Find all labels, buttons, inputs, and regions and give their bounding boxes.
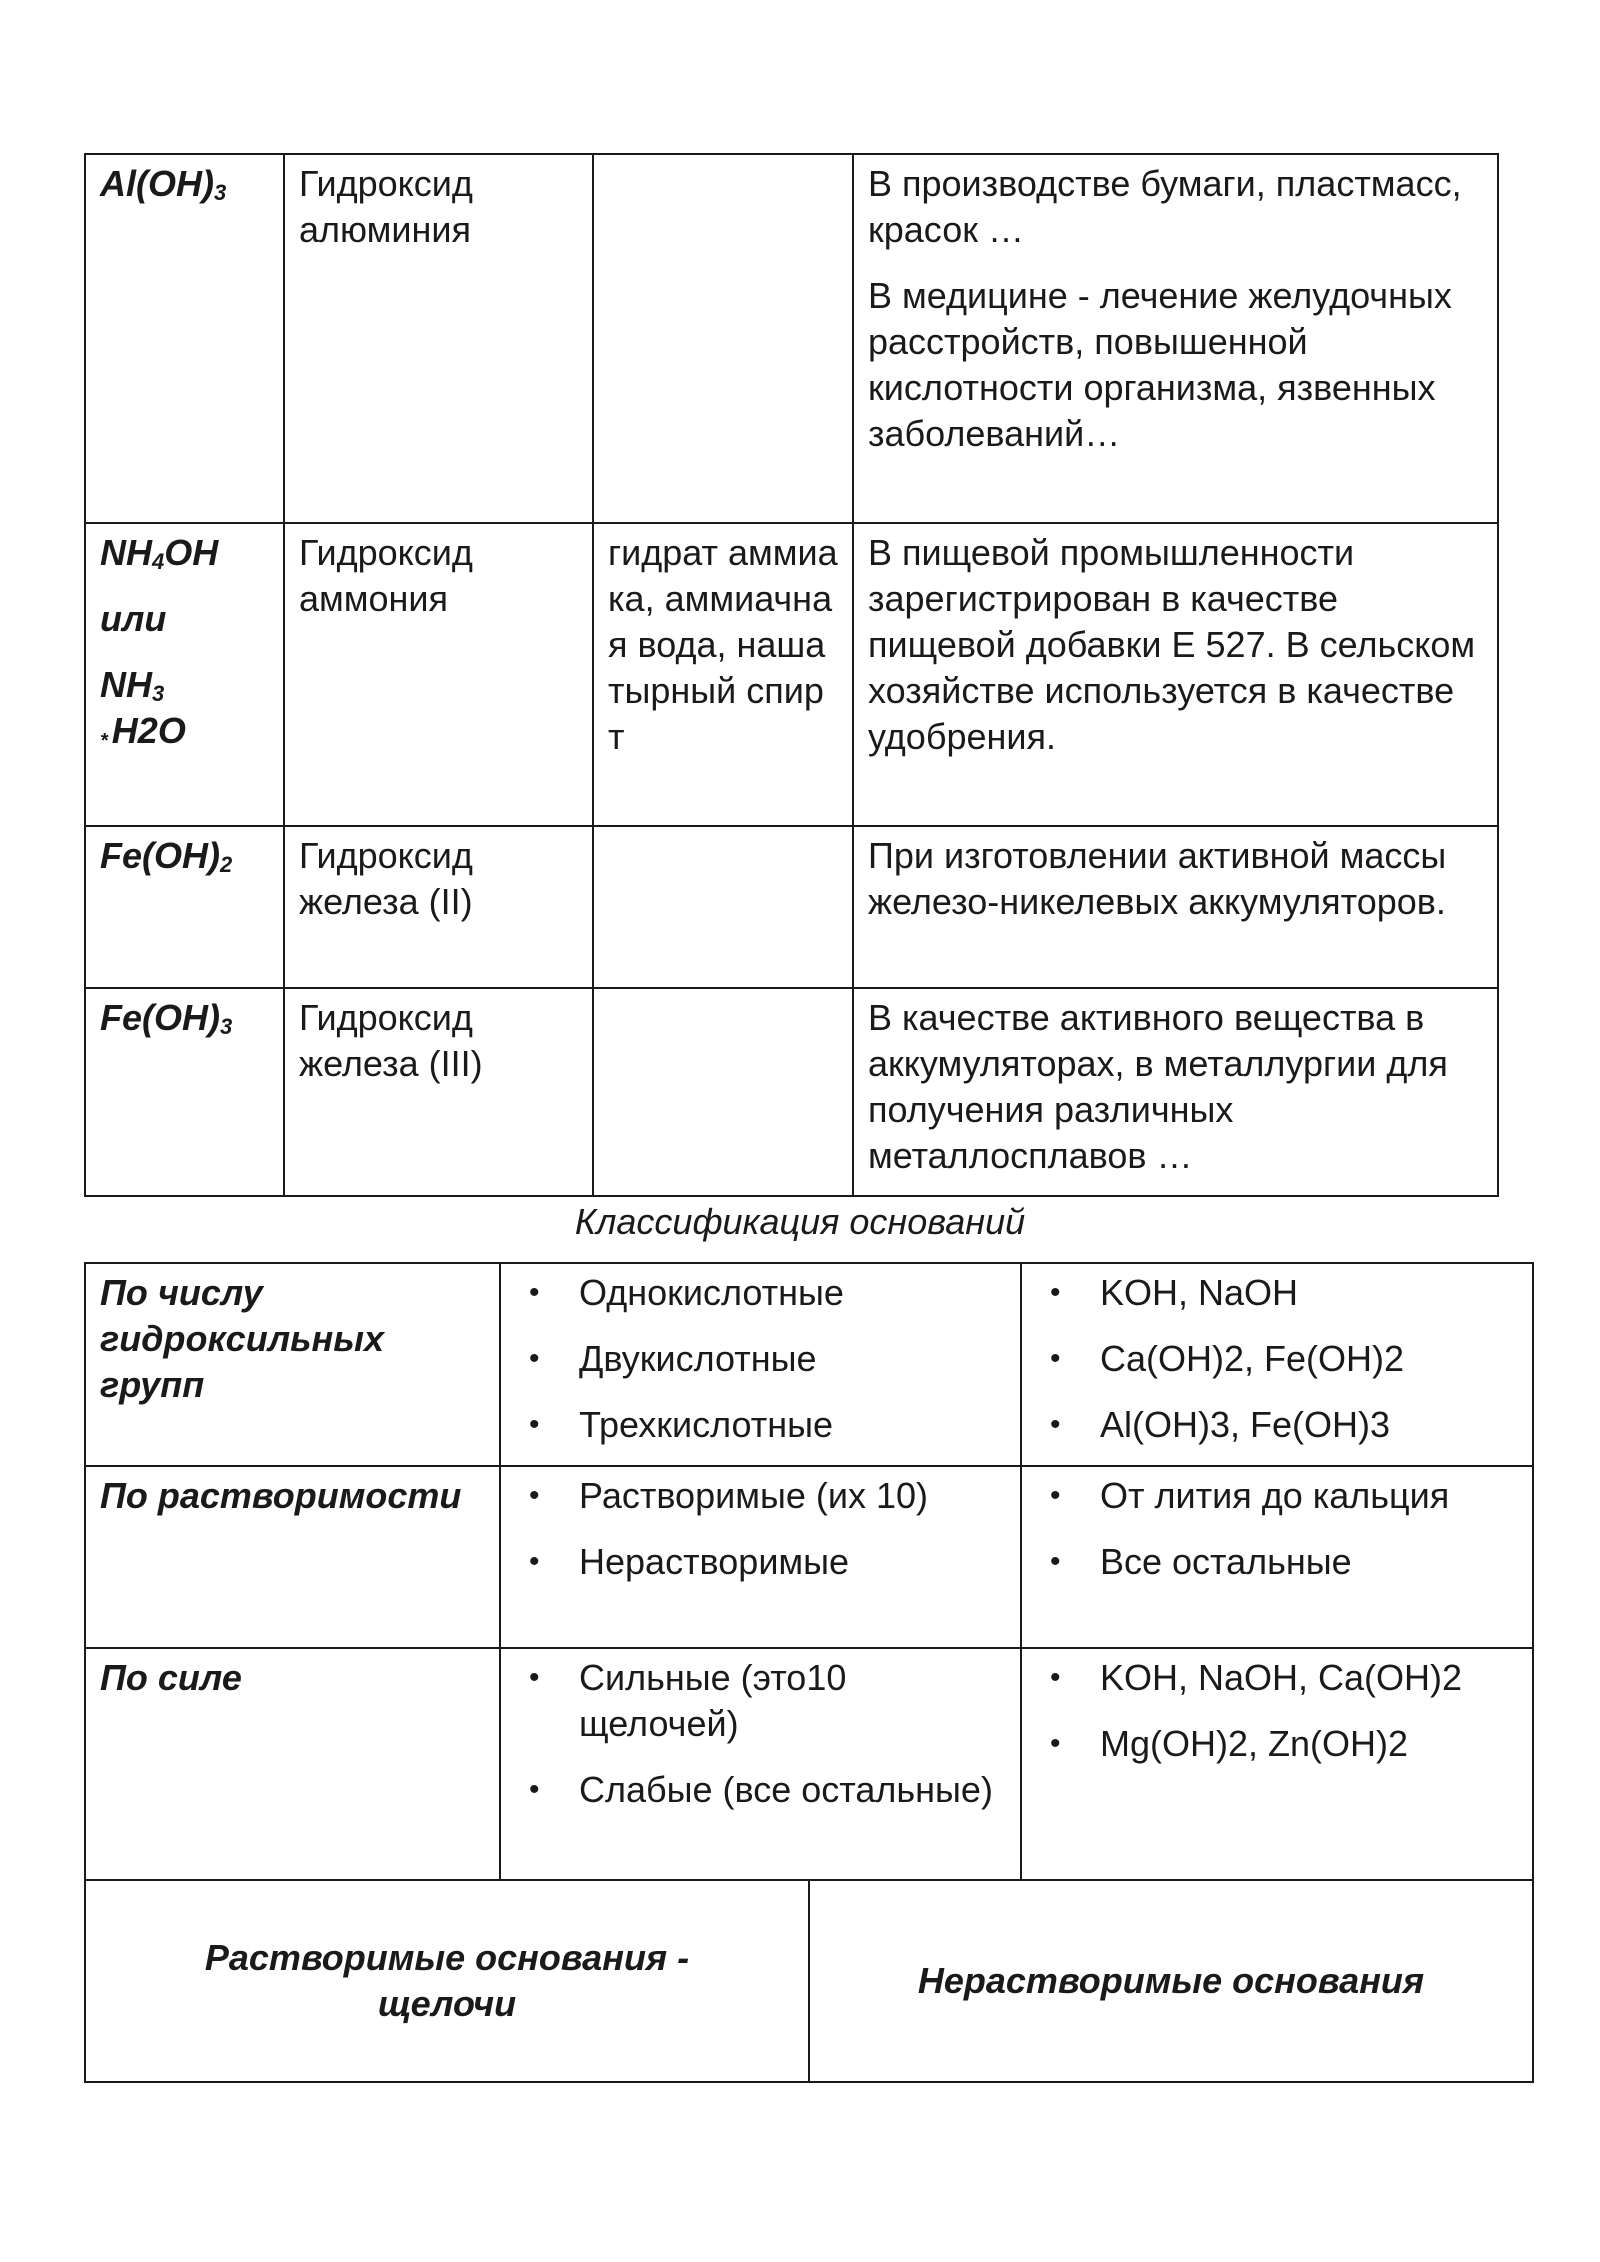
table-row bbox=[85, 1648, 1533, 1880]
other-names-cell bbox=[593, 826, 853, 988]
formula-cell: $Fe(OH)_2$ bbox=[85, 826, 284, 988]
list-item: • Ca(OH)2, Fe(OH)2 bbox=[1036, 1336, 1518, 1382]
table-row bbox=[85, 826, 1498, 988]
category-cell: По числу гидроксильных групп bbox=[85, 1263, 500, 1466]
examples-cell bbox=[1021, 1466, 1533, 1648]
types-cell bbox=[500, 1648, 1021, 1880]
examples-cell bbox=[1021, 1263, 1533, 1466]
usage-cell bbox=[853, 154, 1498, 523]
bullet-icon: • bbox=[529, 1479, 540, 1512]
list-item: • KOH, NaOH, Ca(OH)2 bbox=[1036, 1655, 1518, 1701]
category-cell: По силе bbox=[85, 1648, 500, 1880]
bullet-icon: • bbox=[529, 1773, 540, 1806]
table-row bbox=[85, 154, 1498, 523]
table-row bbox=[85, 1263, 1533, 1466]
bullet-icon: • bbox=[529, 1545, 540, 1578]
bullet-icon: • bbox=[1050, 1342, 1061, 1375]
list-item: • Mg(OH)2, Zn(OH)2 bbox=[1036, 1721, 1518, 1767]
category-cell: По растворимости bbox=[85, 1466, 500, 1648]
usage-cell bbox=[853, 988, 1498, 1196]
usage-paragraph: В качестве активного вещества в аккумуляторах, в металлургии для получения различных металлосплавов … bbox=[868, 997, 1448, 1176]
usage-cell bbox=[853, 826, 1498, 988]
list-item: • Все остальные bbox=[1036, 1539, 1518, 1585]
list-item: • Нерастворимые bbox=[515, 1539, 1006, 1585]
usage-paragraph: При изготовлении активной массы железо-никелевых аккумуляторов. bbox=[868, 835, 1447, 922]
list-item: • KOH, NaOH bbox=[1036, 1270, 1518, 1316]
table-row bbox=[85, 523, 1498, 826]
bullet-icon: • bbox=[529, 1276, 540, 1309]
formula-cell: $Fe(OH)_3$ bbox=[85, 988, 284, 1196]
formula-cell: $Al(OH)_3$ bbox=[85, 154, 284, 523]
name-cell: Гидроксид алюминия bbox=[284, 154, 593, 523]
bullet-icon: • bbox=[1050, 1408, 1061, 1441]
other-names-cell: гидрат аммиака, аммиачная вода, нашатырный спирт bbox=[593, 523, 853, 826]
list-item: • Сильные (это10 щелочей) bbox=[529, 1657, 847, 1744]
list-item: • Слабые (все остальные) bbox=[515, 1767, 1006, 1813]
other-names-cell bbox=[593, 154, 853, 523]
usage-cell bbox=[853, 523, 1498, 826]
formula-cell bbox=[85, 523, 284, 826]
formula-line: $NH_3$ bbox=[100, 664, 165, 706]
list-item: • Однокислотные bbox=[515, 1270, 1006, 1316]
examples-cell bbox=[1021, 1648, 1533, 1880]
usage-paragraph: В медицине - лечение желудочных расстройств, повышенной кислотности организма, язвенных заболеваний… bbox=[868, 275, 1452, 454]
bullet-icon: • bbox=[1050, 1276, 1061, 1309]
formula-line: $NH_4OH$ bbox=[100, 532, 219, 574]
types-cell bbox=[500, 1466, 1021, 1648]
formula-line: или bbox=[100, 598, 167, 639]
formula-line: * H2O bbox=[100, 710, 186, 752]
soluble-bases-heading: Растворимые основания - щелочи bbox=[85, 1880, 809, 2082]
bullet-icon: • bbox=[529, 1408, 540, 1441]
table-row bbox=[85, 1880, 1533, 2082]
name-cell: Гидроксид аммония bbox=[284, 523, 593, 826]
list-item: • Двукислотные bbox=[515, 1336, 1006, 1382]
name-cell: Гидроксид железа (II) bbox=[284, 826, 593, 988]
types-cell bbox=[500, 1263, 1021, 1466]
bullet-icon: • bbox=[1050, 1479, 1061, 1512]
insoluble-bases-heading: Нерастворимые основания bbox=[809, 1880, 1533, 2082]
bases-usage-table bbox=[84, 153, 1499, 1197]
table-row bbox=[85, 988, 1498, 1196]
list-item: • От лития до кальция bbox=[1036, 1473, 1518, 1519]
table-caption: Классификация оснований bbox=[574, 1201, 1026, 1242]
table-row bbox=[85, 1466, 1533, 1648]
list-item: • Al(OH)3, Fe(OH)3 bbox=[1036, 1402, 1518, 1448]
other-names-cell bbox=[593, 988, 853, 1196]
bullet-icon: • bbox=[1050, 1545, 1061, 1578]
bullet-icon: • bbox=[1050, 1727, 1061, 1760]
bullet-icon: • bbox=[1050, 1661, 1061, 1694]
usage-paragraph: В производстве бумаги, пластмасс, красок … bbox=[868, 163, 1462, 250]
bullet-icon: • bbox=[529, 1342, 540, 1375]
list-item: • Трехкислотные bbox=[515, 1402, 1006, 1448]
solubility-table bbox=[84, 1879, 1534, 2083]
name-cell: Гидроксид железа (III) bbox=[284, 988, 593, 1196]
usage-paragraph: В пищевой промышленности зарегистрирован в качестве пищевой добавки Е 527. В сельском хозяйстве используется в качестве удобрения. bbox=[868, 532, 1476, 757]
classification-table bbox=[84, 1262, 1534, 1881]
bullet-icon: • bbox=[529, 1661, 540, 1694]
list-item: • Растворимые (их 10) bbox=[515, 1473, 1006, 1519]
